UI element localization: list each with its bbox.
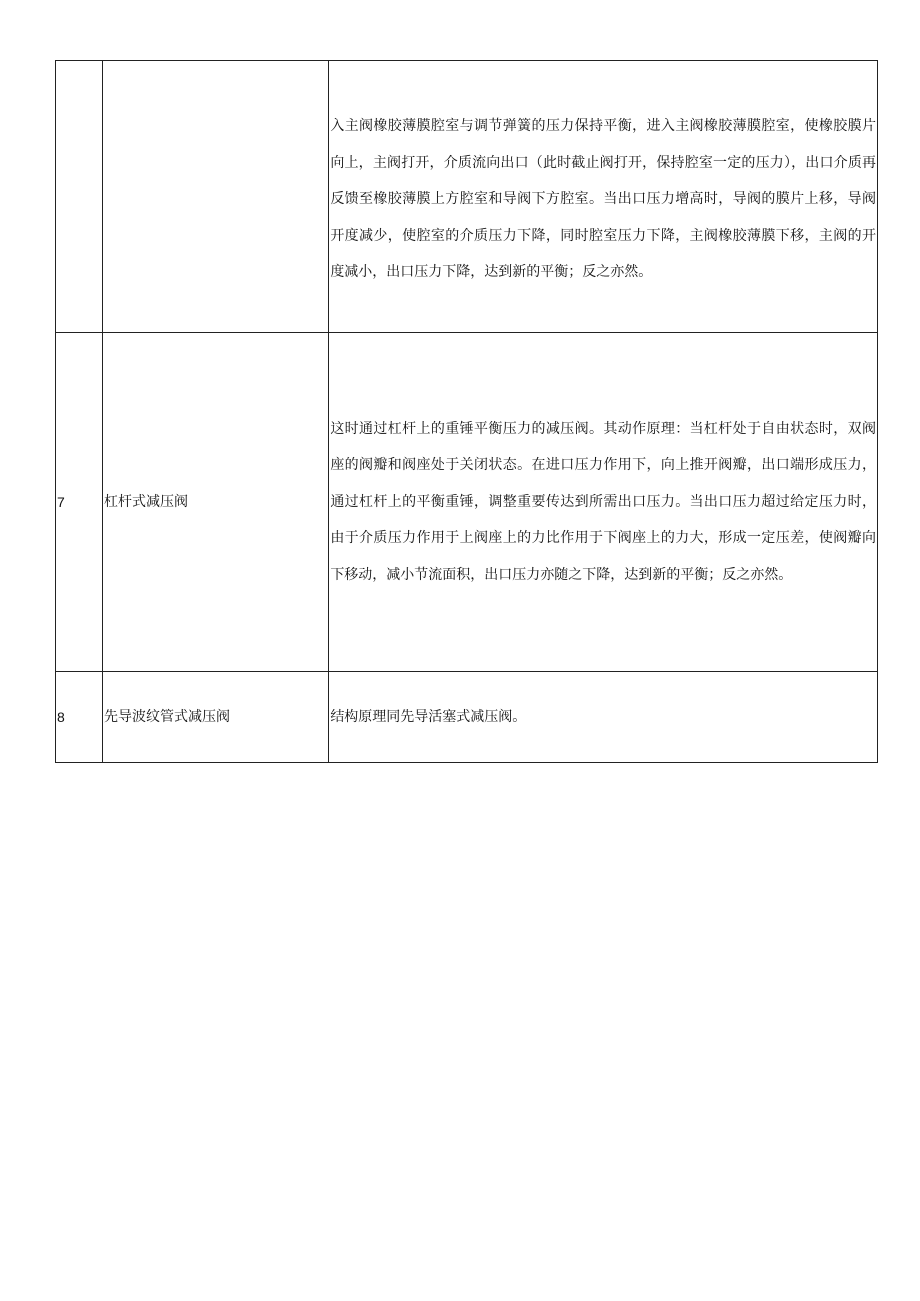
valve-table <box>55 60 878 763</box>
table-row <box>56 672 878 763</box>
row-number: 7 <box>56 333 103 672</box>
table-row <box>56 61 878 333</box>
valve-description <box>329 333 878 672</box>
valve-name: 杠杆式减压阀 <box>103 333 329 672</box>
valve-description <box>329 672 878 763</box>
row-number <box>56 61 103 333</box>
valve-name <box>103 61 329 333</box>
valve-name: 先导波纹管式减压阀 <box>103 672 329 763</box>
valve-description <box>329 61 878 333</box>
valve-description-text: 这时通过杠杆上的重锤平衡压力的减压阀。其动作原理：当杠杆处于自由状态时，双阀座的阀瓣和阀座处于关闭状态。在进口压力作用下，向上推开阀瓣，出口端形成压力，通过杠杆上的平衡重锤，调整重要传达到所需出口压力。当出口压力超过给定压力时，由于介质压力作用于上阀座上的力比作用于下阀座上的力大，形成一定压差，使阀瓣向下移动，减小节流面积，出口压力亦随之下降，达到新的平衡；反之亦然。 <box>330 420 876 583</box>
row-number: 8 <box>56 672 103 763</box>
valve-description-text: 结构原理同先导活塞式减压阀。 <box>330 708 527 725</box>
valve-description-text: 入主阀橡胶薄膜腔室与调节弹簧的压力保持平衡，进入主阀橡胶薄膜腔室，使橡胶膜片向上，主阀打开，介质流向出口（此时截止阀打开，保持腔室一定的压力），出口介质再反馈至橡胶薄膜上方腔室和导阀下方腔室。当出口压力增高时，导阀的膜片上移，导阀开度减少，使腔室的介质压力下降，同时腔室压力下降，主阀橡胶薄膜下移，主阀的开度减小，出口压力下降，达到新的平衡；反之亦然。 <box>330 118 876 281</box>
table-row <box>56 333 878 672</box>
